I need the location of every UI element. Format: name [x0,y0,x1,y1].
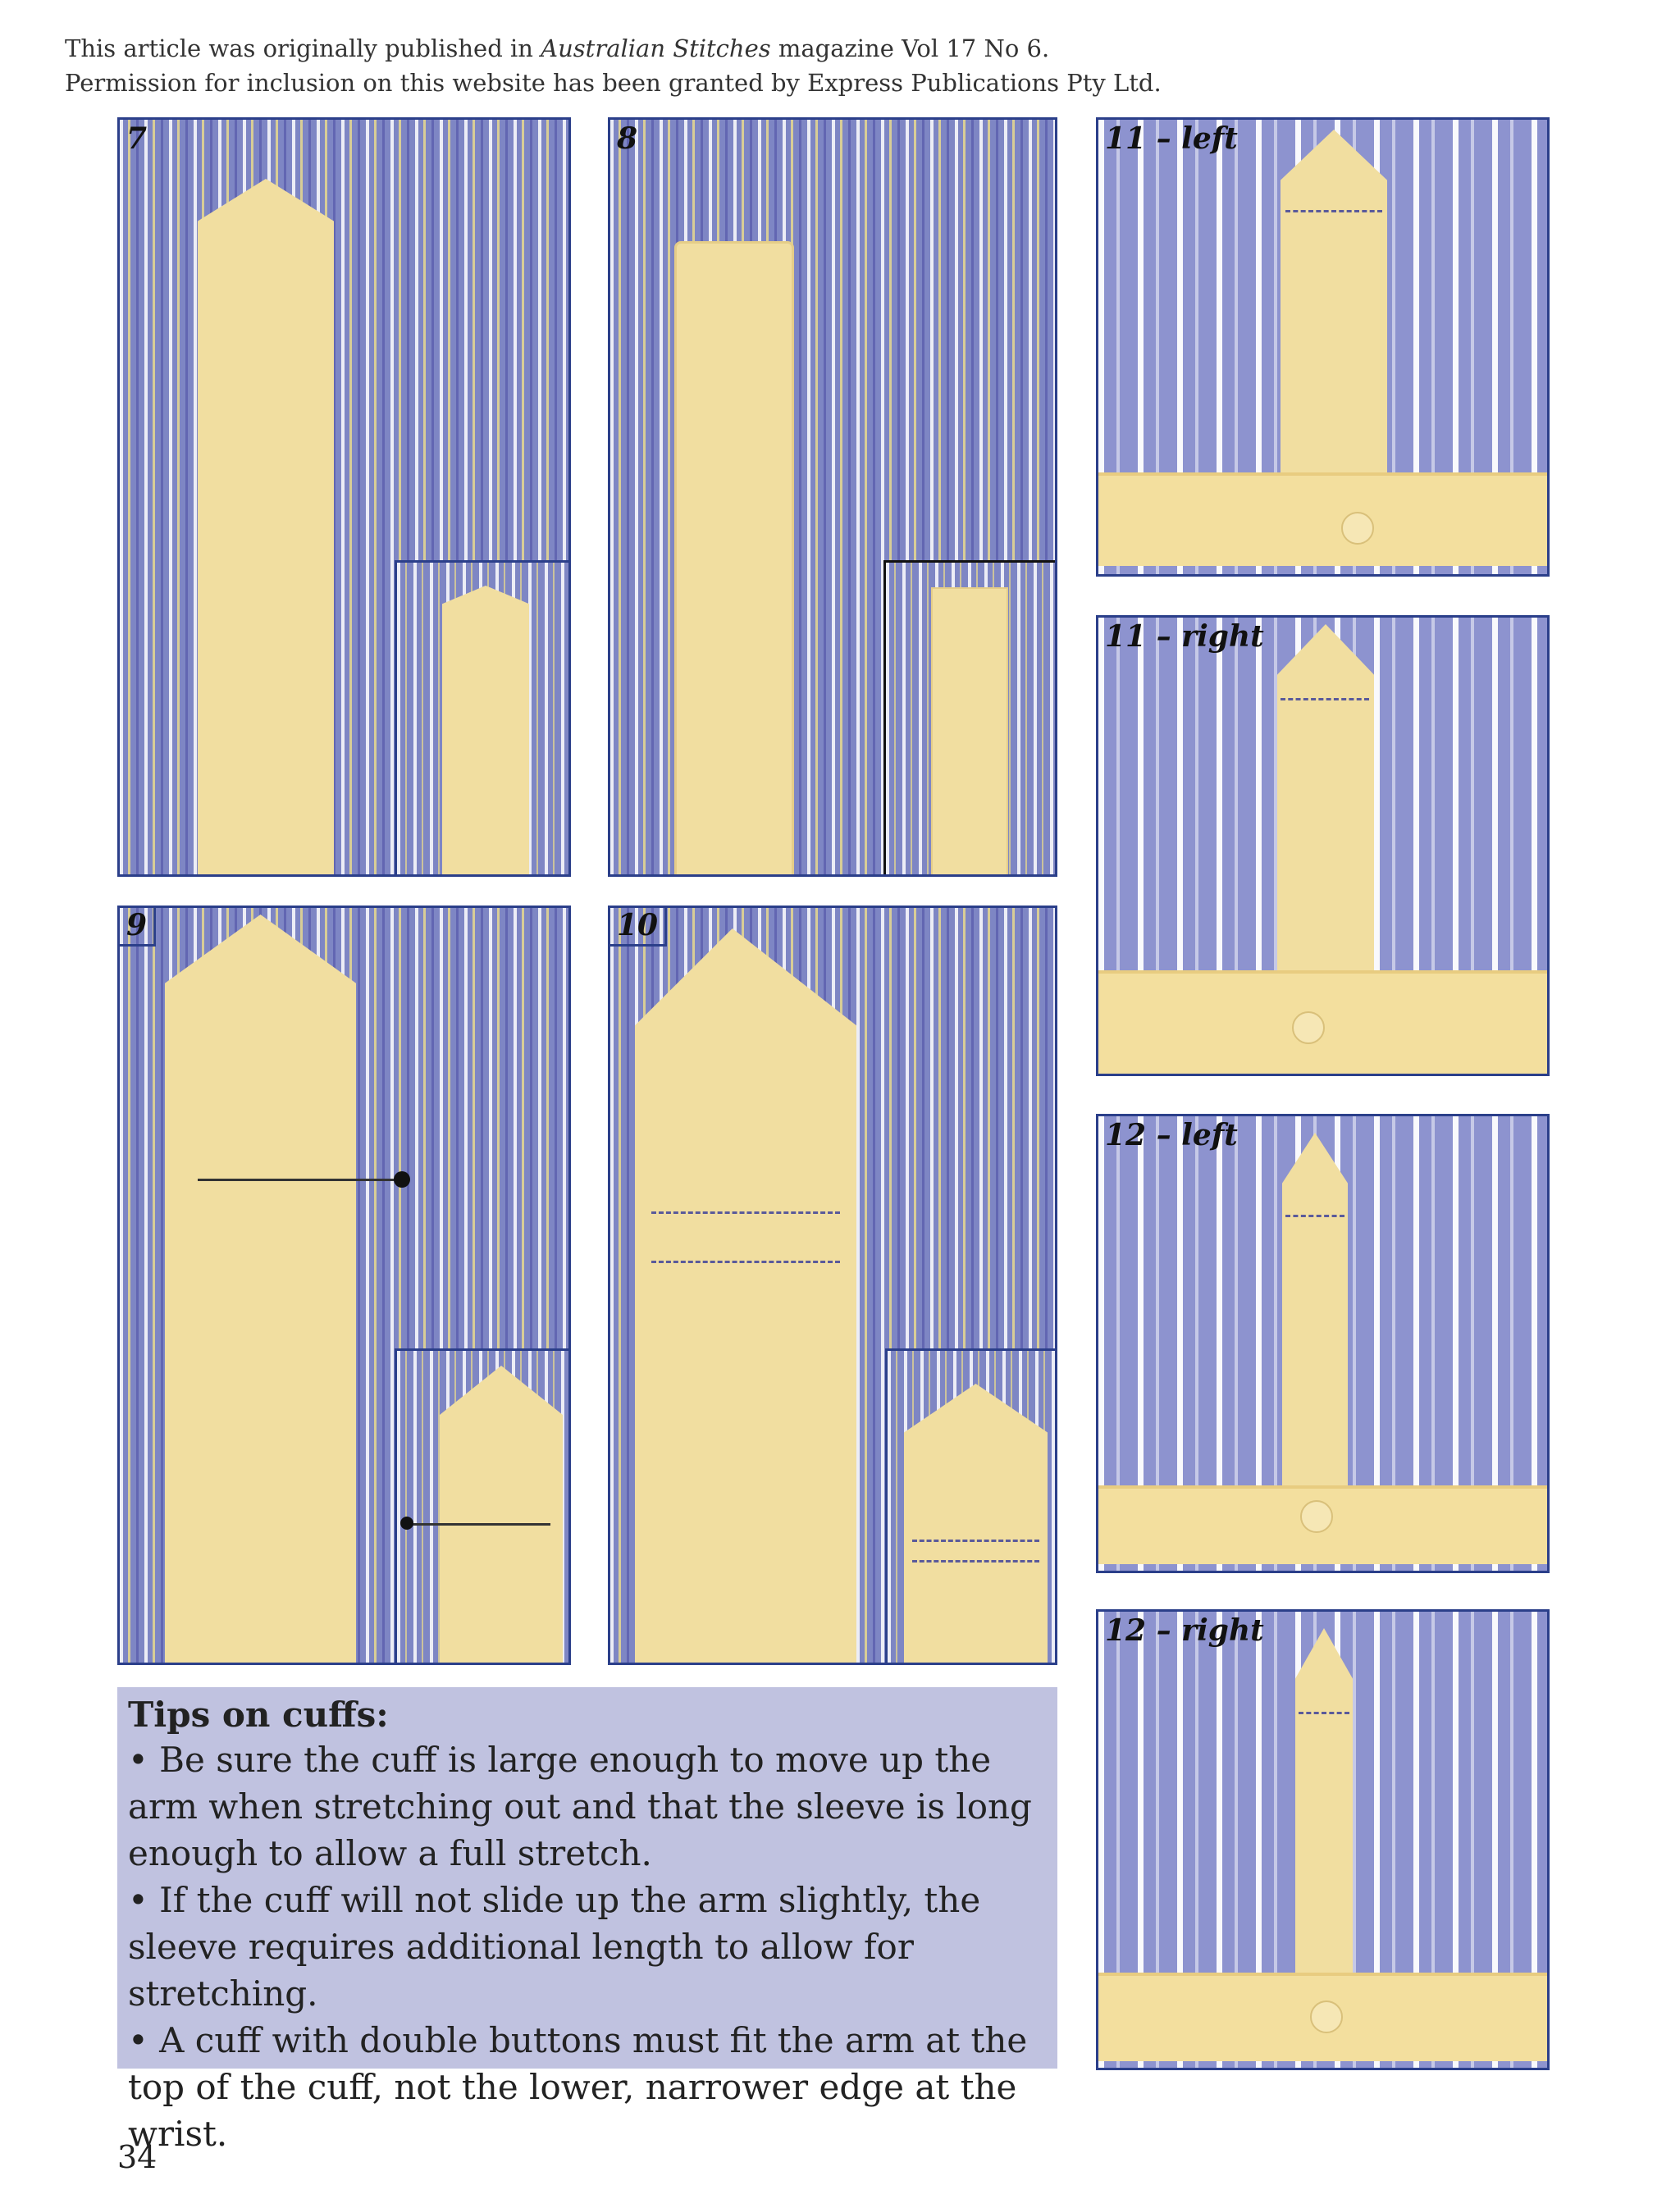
cuff-button [1310,2000,1343,2033]
figure-11-right-photo [1096,615,1550,1076]
stitch-line [651,1261,840,1263]
copyright-notice [65,31,1162,100]
placket-strip [1277,624,1374,985]
copyright-line-1 [65,31,1162,66]
placket-strip-inset [904,1384,1048,1665]
page-number: 34 [117,2139,158,2175]
figure-11-left-label: 11 – left [1105,121,1238,156]
tip-item: • Be sure the cuff is large enough to move up the arm when stretching out and that the sleeve is long enough to allow a full stretch. [128,1740,1032,1873]
figure-12-right-photo [1096,1609,1550,2070]
figure-9-inset [395,1348,571,1665]
figure-7-inset [395,560,571,877]
cuff-button [1300,1500,1333,1533]
figure-8-photo [608,117,1057,877]
placket-strip-inset [440,1366,563,1665]
tips-box [117,1687,1057,2154]
placket-strip [1295,1628,1353,1989]
stitch-line [1299,1712,1349,1714]
pin [198,1179,399,1181]
figure-12-left-label: 12 – left [1105,1118,1238,1152]
placket-strip [1281,130,1387,490]
stitch-line [1285,210,1382,212]
figure-10-label: 10 [610,908,667,947]
placket-strip-inset [442,586,529,877]
pin-head [394,1171,410,1188]
pin-head [400,1517,413,1530]
stitch-line [1281,698,1369,700]
cuff-band [1098,472,1547,566]
placket-strip [635,928,856,1665]
copyright-line-2: Permission for inclusion on this website has been granted by Express Publications Pty Ltd. [65,69,1162,97]
stitch-line [912,1560,1039,1562]
magazine-title: Australian Stitches [541,34,771,62]
figure-7-photo [117,117,571,877]
figure-11-left-photo [1096,117,1550,577]
placket-strip-inset [931,587,1008,877]
figure-11-right-label: 11 – right [1105,619,1264,654]
pin [407,1523,550,1526]
tip-item: • If the cuff will not slide up the arm slightly, the sleeve requires additional length to allow for stretching. [128,1880,981,2014]
stitch-line [1285,1215,1344,1217]
figure-8-inset [883,560,1057,877]
figure-9-label: 9 [120,908,156,947]
cuff-button [1292,1011,1325,1044]
placket-strip [198,179,334,877]
figure-9-photo [117,906,571,1665]
placket-strip [1282,1133,1348,1494]
copyright-issue: magazine Vol 17 No 6. [770,34,1050,62]
placket-strip [165,915,356,1665]
tip-item: • A cuff with double buttons must fit the arm at the top of the cuff, not the lower, narrower edge at the wrist. [128,2020,1028,2154]
figure-7-label: 7 [126,121,148,156]
figure-10-inset [885,1348,1057,1665]
figure-12-right-label: 12 – right [1105,1613,1264,1648]
cuff-button [1341,512,1374,545]
stitch-line [912,1540,1039,1542]
placket-strip [674,241,794,877]
stitch-line [651,1211,840,1214]
figure-12-left-photo [1096,1114,1550,1573]
tips-heading: Tips on cuffs: [128,1695,389,1735]
copyright-text: This article was originally published in [65,34,541,62]
figure-8-label: 8 [617,121,638,156]
figure-10-photo [608,906,1057,1665]
